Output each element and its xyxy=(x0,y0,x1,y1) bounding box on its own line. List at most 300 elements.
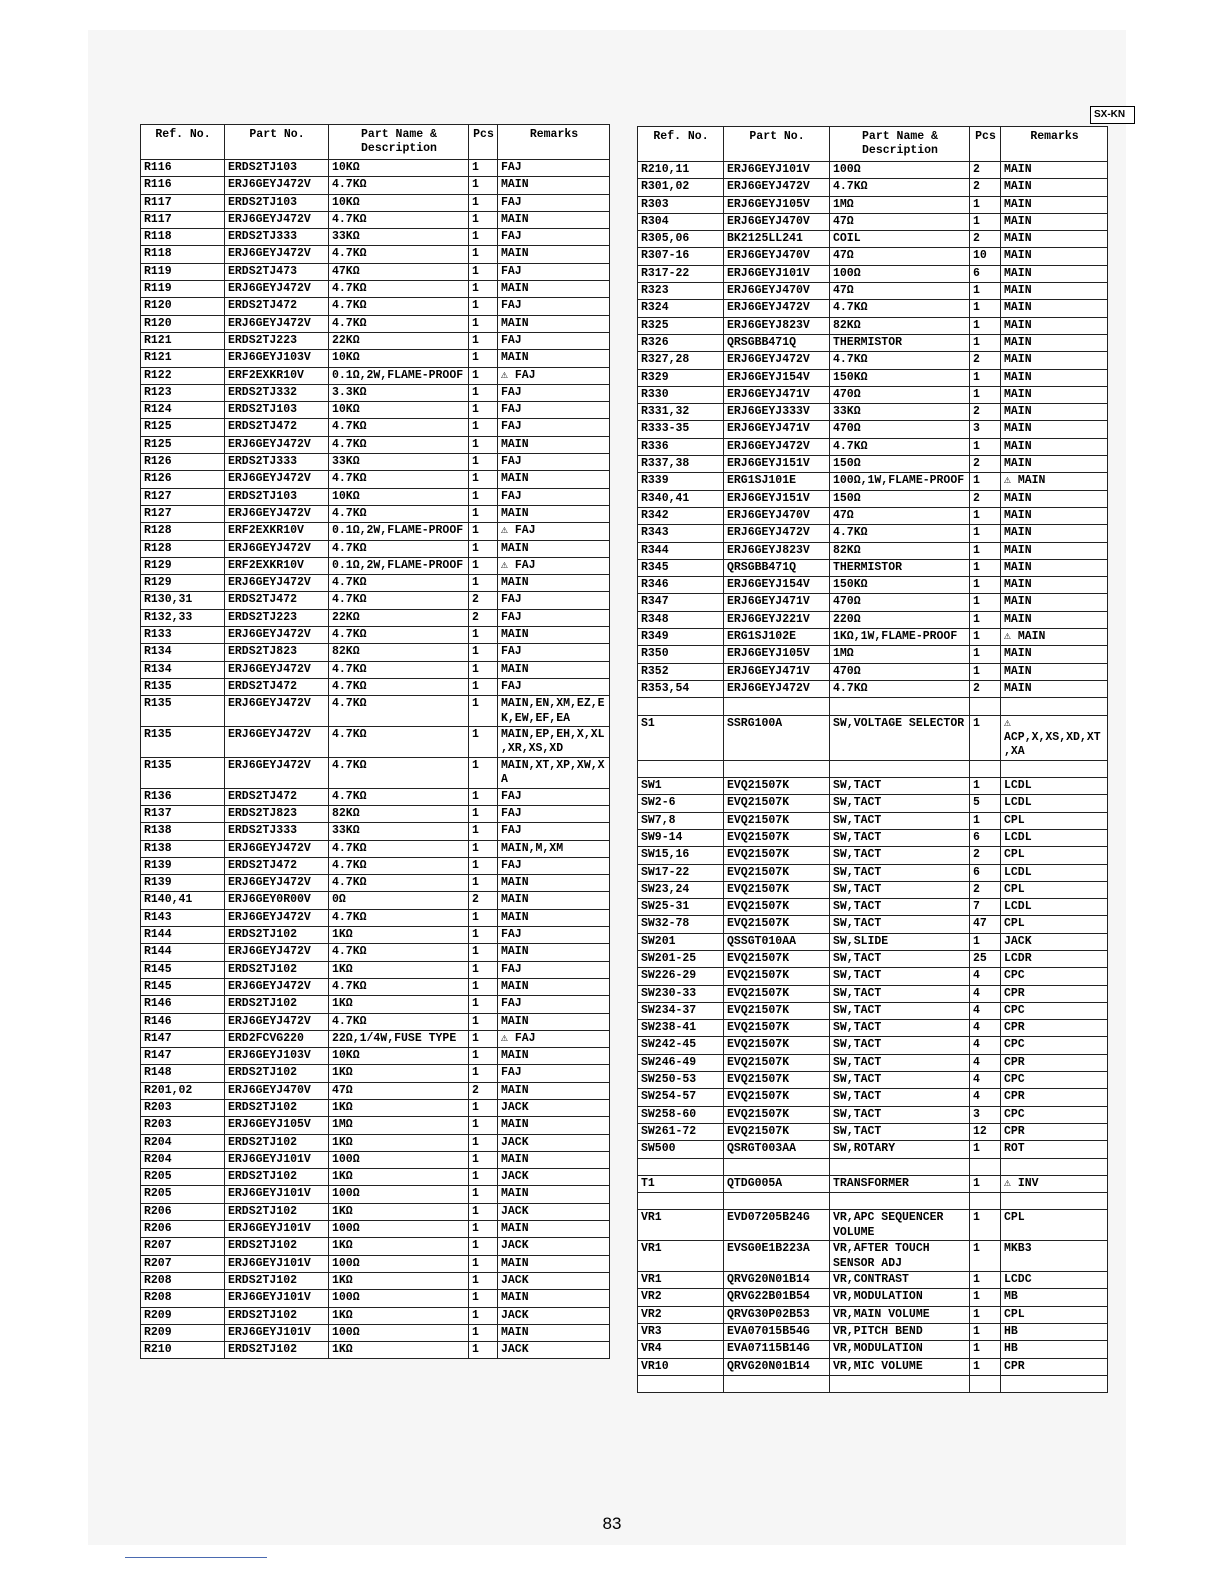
ref-no-cell: R147 xyxy=(141,1030,225,1047)
pcs-cell: 1 xyxy=(469,1272,498,1289)
table-row xyxy=(638,646,1108,663)
part-name-cell xyxy=(830,1158,970,1175)
table-row xyxy=(141,194,610,211)
part-name-cell: 1KΩ xyxy=(329,1342,469,1359)
remarks-cell: CPR xyxy=(1001,1020,1108,1037)
pcs-cell: 1 xyxy=(469,1324,498,1341)
ref-no-cell: R208 xyxy=(141,1290,225,1307)
pcs-cell: 1 xyxy=(469,263,498,280)
part-name-cell: 0.1Ω,2W,FLAME-PROOF xyxy=(329,367,469,384)
ref-no-cell: R117 xyxy=(141,194,225,211)
ref-no-cell: R129 xyxy=(141,575,225,592)
table-row xyxy=(638,1175,1108,1192)
ref-no-cell: R333-35 xyxy=(638,421,724,438)
pcs-cell: 4 xyxy=(970,1089,1001,1106)
pcs-cell xyxy=(970,698,1001,715)
part-name-cell: TRANSFORMER xyxy=(830,1175,970,1192)
table-row xyxy=(141,823,610,840)
pcs-cell: 1 xyxy=(970,386,1001,403)
part-no-cell: ERF2EXKR10V xyxy=(225,557,329,574)
pcs-cell: 1 xyxy=(970,812,1001,829)
part-no-cell: EVQ21507K xyxy=(724,881,830,898)
pcs-cell: 1 xyxy=(469,927,498,944)
table-row xyxy=(141,592,610,609)
part-no-cell: ERJ6GEYJ472V xyxy=(225,1013,329,1030)
remarks-cell: MAIN xyxy=(498,944,610,961)
remarks-cell: MAIN xyxy=(1001,196,1108,213)
ref-no-cell: R138 xyxy=(141,840,225,857)
pcs-cell: 1 xyxy=(970,196,1001,213)
table-row xyxy=(638,950,1108,967)
part-no-cell xyxy=(724,1158,830,1175)
part-no-cell: ERDS2TJ103 xyxy=(225,194,329,211)
pcs-cell: 1 xyxy=(970,577,1001,594)
remarks-cell: MAIN xyxy=(1001,248,1108,265)
part-no-cell: ERJ6GEYJ472V xyxy=(225,505,329,522)
table-row xyxy=(141,1082,610,1099)
ref-no-cell: R125 xyxy=(141,419,225,436)
pcs-cell: 1 xyxy=(970,473,1001,490)
ref-no-cell: R140,41 xyxy=(141,892,225,909)
table-row xyxy=(638,663,1108,680)
part-no-cell: ERDS2TJ332 xyxy=(225,384,329,401)
pcs-cell: 2 xyxy=(970,231,1001,248)
part-name-cell: VR,CONTRAST xyxy=(830,1272,970,1289)
pcs-cell: 1 xyxy=(469,367,498,384)
part-no-cell: EVQ21507K xyxy=(724,1089,830,1106)
table-row xyxy=(141,678,610,695)
part-name-cell: SW,TACT xyxy=(830,916,970,933)
table-row xyxy=(638,1158,1108,1175)
part-no-cell: EVQ21507K xyxy=(724,916,830,933)
ref-no-cell: R324 xyxy=(638,300,724,317)
table-row xyxy=(141,229,610,246)
part-no-cell: ERDS2TJ102 xyxy=(225,1272,329,1289)
part-no-cell: ERDS2TJ472 xyxy=(225,298,329,315)
pcs-cell: 1 xyxy=(469,627,498,644)
remarks-cell: MAIN xyxy=(1001,542,1108,559)
part-no-cell: ERJ6GEYJ472V xyxy=(225,281,329,298)
pcs-cell: 1 xyxy=(469,298,498,315)
part-name-cell: SW,TACT xyxy=(830,968,970,985)
ref-no-cell: R208 xyxy=(141,1272,225,1289)
part-name-cell: 4.7KΩ xyxy=(830,680,970,697)
part-no-cell: ERJ6GEYJ472V xyxy=(724,352,830,369)
part-name-cell xyxy=(830,760,970,777)
pcs-cell: 1 xyxy=(970,1358,1001,1375)
part-name-cell: VR,MIC VOLUME xyxy=(830,1358,970,1375)
part-name-cell: 10KΩ xyxy=(329,402,469,419)
remarks-cell: FAJ xyxy=(498,160,610,177)
pcs-cell: 2 xyxy=(970,404,1001,421)
table-row xyxy=(141,1221,610,1238)
ref-no-cell: R128 xyxy=(141,523,225,540)
part-no-cell: ERDS2TJ223 xyxy=(225,332,329,349)
ref-no-cell: R129 xyxy=(141,557,225,574)
table-row xyxy=(141,1117,610,1134)
part-name-cell: SW,TACT xyxy=(830,778,970,795)
table-row xyxy=(638,456,1108,473)
part-no-cell: ERJ6GEYJ103V xyxy=(225,350,329,367)
part-no-cell: ERJ6GEYJ101V xyxy=(225,1290,329,1307)
table-row xyxy=(638,283,1108,300)
ref-no-cell: R134 xyxy=(141,644,225,661)
part-no-cell: ERJ6GEYJ470V xyxy=(724,248,830,265)
table-header-row xyxy=(638,127,1108,162)
part-no-cell: ERJ6GEYJ472V xyxy=(724,525,830,542)
part-name-cell: 4.7KΩ xyxy=(329,757,469,788)
part-no-cell: ERG1SJ101E xyxy=(724,473,830,490)
remarks-cell: MAIN xyxy=(1001,611,1108,628)
table-row xyxy=(141,1169,610,1186)
remarks-cell: MAIN xyxy=(498,281,610,298)
table-row xyxy=(141,696,610,727)
ref-no-cell: R127 xyxy=(141,488,225,505)
model-tag: SX-KN xyxy=(1090,106,1135,124)
remarks-cell: FAJ xyxy=(498,609,610,626)
part-name-cell: 100Ω xyxy=(329,1221,469,1238)
remarks-cell: MAIN,EP,EH,X,XL,XR,XS,XD xyxy=(498,727,610,758)
remarks-cell: MAIN xyxy=(498,505,610,522)
pcs-cell: 1 xyxy=(970,715,1001,760)
table-row xyxy=(638,611,1108,628)
part-name-cell: 4.7KΩ xyxy=(329,788,469,805)
part-no-cell: EVQ21507K xyxy=(724,1037,830,1054)
ref-no-cell: R135 xyxy=(141,757,225,788)
remarks-cell: MAIN xyxy=(1001,404,1108,421)
part-no-cell: ERJ6GEYJ472V xyxy=(225,909,329,926)
ref-no-cell: R344 xyxy=(638,542,724,559)
pcs-cell: 1 xyxy=(469,1134,498,1151)
table-row xyxy=(638,680,1108,697)
table-row xyxy=(638,795,1108,812)
part-name-cell: 0.1Ω,2W,FLAME-PROOF xyxy=(329,523,469,540)
part-name-cell: 100Ω xyxy=(329,1186,469,1203)
ref-no-cell: R207 xyxy=(141,1255,225,1272)
header-part-no: Part No. xyxy=(225,125,329,160)
pcs-cell: 1 xyxy=(469,661,498,678)
remarks-cell: LCDL xyxy=(1001,778,1108,795)
table-row xyxy=(638,265,1108,282)
ref-no-cell: T1 xyxy=(638,1175,724,1192)
pcs-cell: 1 xyxy=(970,300,1001,317)
part-no-cell: ERJ6GEYJ472V xyxy=(225,211,329,228)
pcs-cell: 1 xyxy=(469,194,498,211)
pcs-cell: 2 xyxy=(970,179,1001,196)
table-row xyxy=(141,1048,610,1065)
table-row xyxy=(141,1030,610,1047)
pcs-cell: 7 xyxy=(970,899,1001,916)
part-no-cell: ERJ6GEYJ471V xyxy=(724,421,830,438)
part-name-cell: 4.7KΩ xyxy=(830,352,970,369)
part-name-cell: 10KΩ xyxy=(329,350,469,367)
part-no-cell: EVQ21507K xyxy=(724,1106,830,1123)
remarks-cell: FAJ xyxy=(498,488,610,505)
part-name-cell: SW,TACT xyxy=(830,812,970,829)
table-row xyxy=(638,829,1108,846)
footer-rule xyxy=(125,1557,267,1558)
table-row xyxy=(141,1324,610,1341)
pcs-cell: 1 xyxy=(469,575,498,592)
pcs-cell: 1 xyxy=(469,315,498,332)
page-number: 83 xyxy=(602,1514,622,1533)
part-name-cell: 4.7KΩ xyxy=(329,627,469,644)
remarks-cell: MAIN xyxy=(1001,525,1108,542)
table-row xyxy=(638,421,1108,438)
remarks-cell: HB xyxy=(1001,1341,1108,1358)
part-name-cell: 1KΩ xyxy=(329,1169,469,1186)
part-no-cell: ERDS2TJ103 xyxy=(225,402,329,419)
remarks-cell: FAJ xyxy=(498,927,610,944)
pcs-cell: 1 xyxy=(469,1221,498,1238)
ref-no-cell: R207 xyxy=(141,1238,225,1255)
part-no-cell: EVQ21507K xyxy=(724,985,830,1002)
part-no-cell: QTDG005A xyxy=(724,1175,830,1192)
remarks-cell: FAJ xyxy=(498,788,610,805)
part-name-cell: SW,TACT xyxy=(830,899,970,916)
table-row xyxy=(141,454,610,471)
remarks-cell: LCDL xyxy=(1001,829,1108,846)
remarks-cell: FAJ xyxy=(498,961,610,978)
ref-no-cell: SW2-6 xyxy=(638,795,724,812)
remarks-cell: MAIN xyxy=(498,1082,610,1099)
remarks-cell: JACK xyxy=(498,1272,610,1289)
remarks-cell: MAIN xyxy=(1001,438,1108,455)
remarks-cell: MAIN xyxy=(1001,265,1108,282)
pcs-cell: 1 xyxy=(469,1065,498,1082)
remarks-cell: CPR xyxy=(1001,1123,1108,1140)
part-no-cell: ERJ6GEYJ470V xyxy=(225,1082,329,1099)
pcs-cell: 1 xyxy=(469,1013,498,1030)
part-no-cell: ERDS2TJ333 xyxy=(225,229,329,246)
part-no-cell: ERJ6GEYJ472V xyxy=(225,875,329,892)
part-name-cell: 1KΩ,1W,FLAME-PROOF xyxy=(830,629,970,646)
table-row xyxy=(141,436,610,453)
pcs-cell: 1 xyxy=(970,1289,1001,1306)
remarks-cell: MAIN xyxy=(1001,352,1108,369)
ref-no-cell: VR10 xyxy=(638,1358,724,1375)
ref-no-cell: R147 xyxy=(141,1048,225,1065)
part-no-cell: ERDS2TJ102 xyxy=(225,927,329,944)
part-no-cell: ERJ6GEYJ101V xyxy=(724,162,830,179)
pcs-cell: 1 xyxy=(469,419,498,436)
table-row xyxy=(141,909,610,926)
pcs-cell: 1 xyxy=(469,961,498,978)
remarks-cell: MAIN xyxy=(1001,646,1108,663)
remarks-cell: MAIN xyxy=(498,1221,610,1238)
remarks-cell: MAIN xyxy=(1001,577,1108,594)
part-name-cell: 33KΩ xyxy=(329,823,469,840)
ref-no-cell: R203 xyxy=(141,1099,225,1116)
part-name-cell: SW,TACT xyxy=(830,1072,970,1089)
part-name-cell: SW,TACT xyxy=(830,829,970,846)
pcs-cell: 1 xyxy=(970,629,1001,646)
part-name-cell: 10KΩ xyxy=(329,1048,469,1065)
table-row xyxy=(141,627,610,644)
remarks-cell: FAJ xyxy=(498,823,610,840)
remarks-cell xyxy=(1001,760,1108,777)
pcs-cell: 1 xyxy=(970,933,1001,950)
remarks-cell: LCDL xyxy=(1001,864,1108,881)
pcs-cell: 1 xyxy=(970,778,1001,795)
table-row xyxy=(638,438,1108,455)
remarks-cell: FAJ xyxy=(498,805,610,822)
ref-no-cell: R125 xyxy=(141,436,225,453)
remarks-cell: MB xyxy=(1001,1289,1108,1306)
pcs-cell: 47 xyxy=(970,916,1001,933)
part-name-cell: 33KΩ xyxy=(329,229,469,246)
pcs-cell xyxy=(970,1193,1001,1210)
table-row xyxy=(141,281,610,298)
pcs-cell: 1 xyxy=(970,542,1001,559)
part-name-cell: 1KΩ xyxy=(329,1099,469,1116)
table-row xyxy=(638,179,1108,196)
table-row xyxy=(638,1210,1108,1241)
table-row xyxy=(141,644,610,661)
remarks-cell: ⚠ ACP,X,XS,XD,XT,XA xyxy=(1001,715,1108,760)
part-no-cell: ERJ6GEYJ472V xyxy=(225,575,329,592)
part-no-cell: EVSG0E1B223A xyxy=(724,1241,830,1272)
remarks-cell: MAIN xyxy=(498,1048,610,1065)
part-no-cell: ERJ6GEYJ472V xyxy=(225,315,329,332)
pcs-cell: 12 xyxy=(970,1123,1001,1140)
ref-no-cell: R345 xyxy=(638,559,724,576)
remarks-cell: FAJ xyxy=(498,194,610,211)
ref-no-cell: SW201-25 xyxy=(638,950,724,967)
ref-no-cell: R325 xyxy=(638,317,724,334)
part-no-cell: EVQ21507K xyxy=(724,864,830,881)
table-row xyxy=(638,899,1108,916)
remarks-cell: MAIN xyxy=(498,350,610,367)
ref-no-cell: R304 xyxy=(638,213,724,230)
remarks-cell: MAIN xyxy=(498,661,610,678)
part-no-cell: ERDS2TJ823 xyxy=(225,805,329,822)
table-row xyxy=(638,864,1108,881)
ref-no-cell: R339 xyxy=(638,473,724,490)
pcs-cell: 6 xyxy=(970,864,1001,881)
pcs-cell: 1 xyxy=(469,696,498,727)
remarks-cell: FAJ xyxy=(498,332,610,349)
part-no-cell xyxy=(724,1193,830,1210)
table-row xyxy=(141,211,610,228)
pcs-cell: 1 xyxy=(469,1048,498,1065)
ref-no-cell: R121 xyxy=(141,332,225,349)
pcs-cell: 1 xyxy=(469,1117,498,1134)
part-name-cell: 4.7KΩ xyxy=(830,300,970,317)
pcs-cell: 1 xyxy=(469,1169,498,1186)
table-row xyxy=(638,812,1108,829)
remarks-cell: FAJ xyxy=(498,298,610,315)
ref-no-cell: R119 xyxy=(141,263,225,280)
table-row xyxy=(638,778,1108,795)
remarks-cell: CPR xyxy=(1001,1054,1108,1071)
part-no-cell: ERJ6GEYJ103V xyxy=(225,1048,329,1065)
remarks-cell: MAIN xyxy=(1001,317,1108,334)
pcs-cell: 1 xyxy=(469,384,498,401)
ref-no-cell: R126 xyxy=(141,454,225,471)
part-name-cell: 470Ω xyxy=(830,421,970,438)
ref-no-cell: R205 xyxy=(141,1186,225,1203)
part-name-cell: 150Ω xyxy=(830,456,970,473)
part-no-cell: ERJ6GEYJ472V xyxy=(225,627,329,644)
pcs-cell: 1 xyxy=(469,1099,498,1116)
ref-no-cell: R347 xyxy=(638,594,724,611)
header-ref-no: Ref. No. xyxy=(638,127,724,162)
pcs-cell: 1 xyxy=(469,857,498,874)
pcs-cell: 1 xyxy=(469,471,498,488)
part-name-cell: 4.7KΩ xyxy=(329,575,469,592)
pcs-cell: 10 xyxy=(970,248,1001,265)
pcs-cell: 2 xyxy=(970,680,1001,697)
remarks-cell: MAIN xyxy=(498,177,610,194)
table-row xyxy=(638,1358,1108,1375)
ref-no-cell: R116 xyxy=(141,177,225,194)
part-no-cell: ERJ6GEY0R00V xyxy=(225,892,329,909)
part-no-cell: ERJ6GEYJ101V xyxy=(225,1221,329,1238)
pcs-cell: 4 xyxy=(970,968,1001,985)
table-row xyxy=(141,1065,610,1082)
part-no-cell: ERJ6GEYJ472V xyxy=(225,436,329,453)
ref-no-cell: R352 xyxy=(638,663,724,680)
part-name-cell: 10KΩ xyxy=(329,488,469,505)
table-row xyxy=(141,1255,610,1272)
pcs-cell: 1 xyxy=(970,1241,1001,1272)
pcs-cell: 1 xyxy=(469,727,498,758)
ref-no-cell: R146 xyxy=(141,1013,225,1030)
pcs-cell: 1 xyxy=(469,757,498,788)
pcs-cell: 1 xyxy=(469,1307,498,1324)
part-name-cell: SW,VOLTAGE SELECTOR xyxy=(830,715,970,760)
part-no-cell: ERJ6GEYJ101V xyxy=(225,1151,329,1168)
ref-no-cell: R145 xyxy=(141,961,225,978)
part-no-cell: ERJ6GEYJ472V xyxy=(225,540,329,557)
part-name-cell: 4.7KΩ xyxy=(329,246,469,263)
pcs-cell: 1 xyxy=(469,177,498,194)
part-no-cell: EVQ21507K xyxy=(724,1123,830,1140)
part-no-cell: EVQ21507K xyxy=(724,1002,830,1019)
ref-no-cell: R118 xyxy=(141,229,225,246)
ref-no-cell: R203 xyxy=(141,1117,225,1134)
table-row xyxy=(141,1342,610,1359)
part-name-cell: 4.7KΩ xyxy=(329,875,469,892)
remarks-cell: MAIN xyxy=(1001,334,1108,351)
part-no-cell: ERJ6GEYJ472V xyxy=(724,300,830,317)
table-row xyxy=(638,1106,1108,1123)
ref-no-cell: R209 xyxy=(141,1324,225,1341)
part-name-cell: 47Ω xyxy=(830,507,970,524)
ref-no-cell: VR1 xyxy=(638,1272,724,1289)
part-name-cell: 82KΩ xyxy=(329,805,469,822)
table-row xyxy=(141,471,610,488)
part-name-cell: 100Ω xyxy=(329,1255,469,1272)
table-row xyxy=(638,473,1108,490)
part-name-cell: SW,SLIDE xyxy=(830,933,970,950)
part-no-cell: QSRGT003AA xyxy=(724,1141,830,1158)
remarks-cell: MAIN xyxy=(1001,490,1108,507)
ref-no-cell: R349 xyxy=(638,629,724,646)
part-no-cell: ERF2EXKR10V xyxy=(225,367,329,384)
pcs-cell: 1 xyxy=(970,525,1001,542)
part-no-cell xyxy=(724,1375,830,1392)
table-row xyxy=(638,1341,1108,1358)
part-name-cell: 100Ω xyxy=(830,162,970,179)
part-name-cell: 4.7KΩ xyxy=(329,471,469,488)
table-row xyxy=(638,933,1108,950)
part-name-cell: 22KΩ xyxy=(329,609,469,626)
table-row xyxy=(141,757,610,788)
part-no-cell: ERJ6GEYJ154V xyxy=(724,369,830,386)
table-row xyxy=(141,419,610,436)
